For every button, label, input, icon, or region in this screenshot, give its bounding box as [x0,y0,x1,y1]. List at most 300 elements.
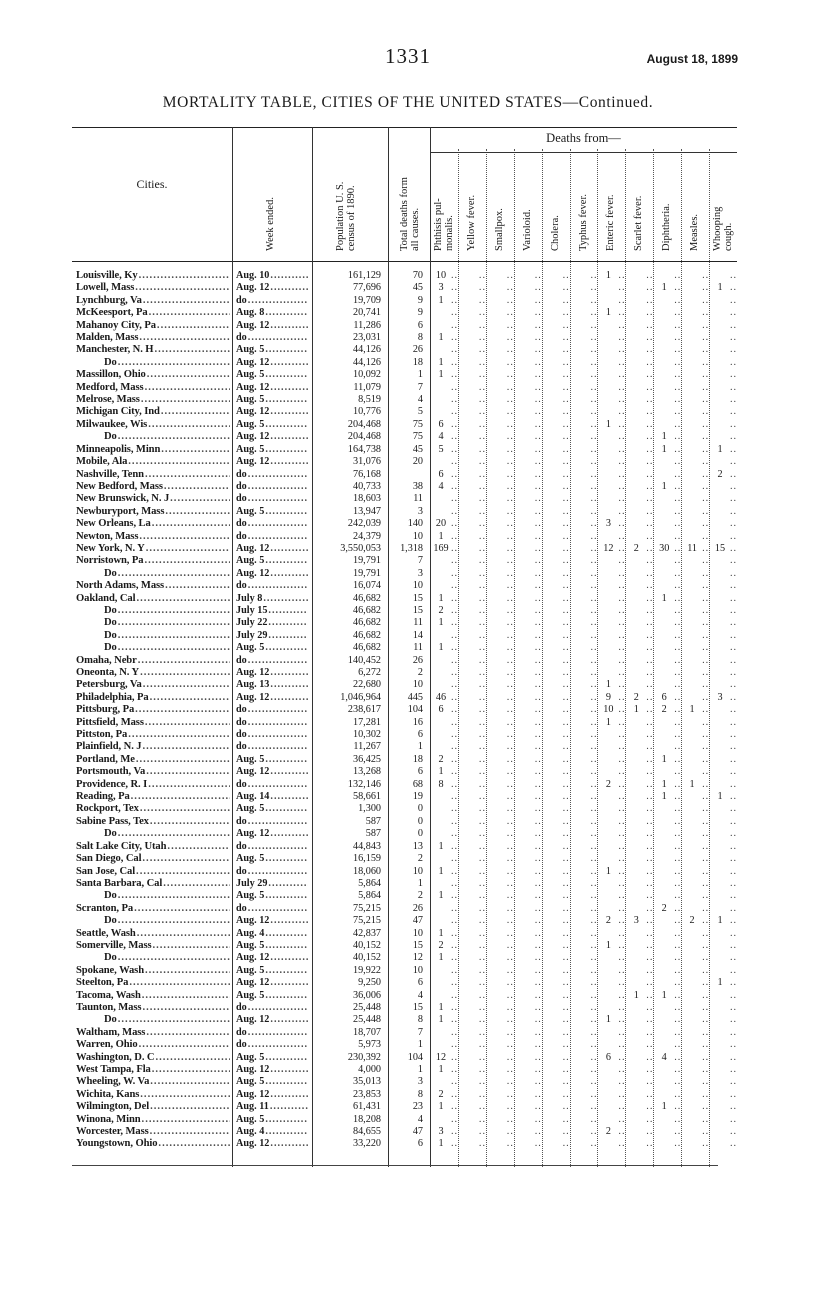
diphtheria-cell [655,605,681,617]
phthisis-cell [432,940,458,952]
city-cell [76,270,230,282]
phthisis-cell [432,741,458,753]
diphtheria-cell-text: 1 [661,480,667,492]
total-deaths-cell-text: 3 [417,505,423,517]
phthisis-cell [432,431,458,443]
week-cell-text: Aug. 12 [236,406,270,418]
diphtheria-cell-text: 1 [661,431,667,443]
total-deaths-cell-text: 3 [417,1076,423,1088]
yellow-fever-cell [460,1076,486,1088]
table-row [72,1101,737,1113]
week-cell [236,580,308,592]
city-cell [76,1002,230,1014]
total-deaths-cell [387,270,423,282]
phthisis-cell [432,357,458,369]
diphtheria-cell [655,915,681,927]
phthisis-cell-text: 1 [438,332,444,344]
city-cell-text: Do [104,1014,117,1026]
table-row [72,928,737,940]
phthisis-cell [432,456,458,468]
varioloid-cell [516,382,542,394]
table-row [72,655,737,667]
table-row [72,1126,737,1138]
phthisis-cell-text: 1 [438,1138,444,1150]
whooping-cough-cell [711,803,737,815]
enteric-fever-cell [599,406,625,418]
city-cell-text: Do [104,617,117,629]
city-cell-text: Do [104,828,117,840]
measles-cell [683,903,709,915]
population-cell [316,617,381,629]
diphtheria-cell [655,394,681,406]
table-row [72,630,737,642]
week-cell-text: do [236,902,247,914]
table-row [72,977,737,989]
yellow-fever-cell [460,568,486,580]
measles-cell [683,295,709,307]
enteric-fever-cell-text: 12 [603,542,614,554]
yellow-fever-cell [460,419,486,431]
whooping-cough-cell [711,816,737,828]
phthisis-cell [432,1076,458,1088]
week-cell [236,940,308,952]
scarlet-fever-cell-text: 2 [633,691,639,703]
city-cell [76,779,230,791]
week-cell-text: Aug. 5 [236,890,265,902]
total-deaths-cell [387,1126,423,1138]
week-cell [236,915,308,927]
diphtheria-cell [655,406,681,418]
enteric-fever-cell-text: 1 [605,418,611,430]
diphtheria-cell [655,1138,681,1150]
scarlet-fever-cell [627,481,653,493]
smallpox-cell [488,990,514,1002]
measles-cell [683,791,709,803]
total-deaths-cell-text: 4 [417,394,423,406]
varioloid-cell [516,456,542,468]
population-cell-text: 18,707 [352,1026,381,1038]
diphtheria-cell [655,332,681,344]
diphtheria-cell [655,679,681,691]
measles-cell [683,369,709,381]
measles-cell [683,506,709,518]
cholera-cell [544,332,570,344]
total-deaths-cell-text: 445 [407,691,423,703]
week-cell-text: do [236,468,247,480]
week-cell-text: Aug. 5 [236,1113,265,1125]
phthisis-cell [432,481,458,493]
varioloid-cell [516,642,542,654]
population-cell-text: 17,281 [352,716,381,728]
measles-cell [683,866,709,878]
city-cell [76,580,230,592]
total-deaths-cell [387,766,423,778]
enteric-fever-cell [599,605,625,617]
week-cell [236,853,308,865]
week-cell-text: Aug. 5 [236,369,265,381]
phthisis-cell [432,952,458,964]
whooping-cough-cell [711,1039,737,1051]
yellow-fever-cell [460,382,486,394]
typhus-fever-cell [572,1064,598,1076]
total-deaths-cell-text: 140 [407,518,423,530]
population-cell-text: 22,680 [352,679,381,691]
diphtheria-cell [655,828,681,840]
yellow-fever-cell [460,791,486,803]
measles-cell [683,518,709,530]
phthisis-cell-text: 5 [438,443,444,455]
total-deaths-cell-text: 2 [417,890,423,902]
scarlet-fever-cell [627,369,653,381]
yellow-fever-cell [460,344,486,356]
enteric-fever-cell [599,692,625,704]
cholera-cell [544,741,570,753]
typhus-fever-cell [572,270,598,282]
population-cell [316,1076,381,1088]
population-cell-text: 23,853 [352,1088,381,1100]
week-cell-text: Aug. 12 [236,828,270,840]
whooping-cough-cell [711,878,737,890]
total-deaths-cell [387,791,423,803]
yellow-fever-cell [460,307,486,319]
total-deaths-cell [387,915,423,927]
city-cell-text: Youngstown, Ohio [76,1138,158,1150]
city-cell [76,1101,230,1113]
week-cell [236,754,308,766]
phthisis-cell-text: 1 [438,592,444,604]
table-row [72,717,737,729]
enteric-fever-header: Enteric fever. [605,194,617,251]
yellow-fever-cell [460,1089,486,1101]
scarlet-fever-cell [627,803,653,815]
week-cell-text: Aug. 12 [236,691,270,703]
total-deaths-cell [387,605,423,617]
cholera-cell [544,568,570,580]
diphtheria-cell-text: 30 [659,542,670,554]
yellow-fever-cell [460,369,486,381]
typhus-fever-cell [572,456,598,468]
total-deaths-cell [387,419,423,431]
smallpox-cell [488,655,514,667]
typhus-fever-cell [572,444,598,456]
whooping-cough-cell [711,630,737,642]
yellow-fever-cell [460,679,486,691]
diphtheria-cell [655,816,681,828]
varioloid-cell [516,270,542,282]
measles-cell [683,667,709,679]
measles-cell [683,382,709,394]
enteric-fever-cell [599,1052,625,1064]
cholera-cell [544,406,570,418]
scarlet-fever-cell [627,890,653,902]
total-deaths-cell-text: 1 [417,1064,423,1075]
scarlet-fever-cell [627,1114,653,1126]
phthisis-cell [432,568,458,580]
cholera-cell [544,456,570,468]
week-cell-text: do [236,580,247,592]
enteric-fever-cell-text: 3 [605,518,611,530]
table-row [72,679,737,691]
city-cell-text: New Bedford, Mass [76,480,163,492]
scarlet-fever-cell [627,630,653,642]
phthisis-cell-text: 1 [438,952,444,964]
typhus-fever-cell [572,555,598,567]
whooping-cough-cell [711,332,737,344]
total-deaths-cell [387,481,423,493]
typhus-fever-cell [572,431,598,443]
city-cell-text: Omaha, Nebr [76,654,137,666]
diphtheria-cell [655,1039,681,1051]
population-cell [316,692,381,704]
varioloid-cell [516,469,542,481]
city-cell-text: Taunton, Mass [76,1001,142,1013]
week-cell [236,1114,308,1126]
diphtheria-cell [655,1101,681,1113]
total-deaths-cell [387,741,423,753]
week-cell [236,1089,308,1101]
whooping-cough-cell [711,1076,737,1088]
population-cell-text: 161,129 [347,270,381,281]
diphtheria-cell [655,555,681,567]
table-row [72,568,737,580]
population-cell [316,307,381,319]
total-deaths-cell-text: 4 [417,989,423,1001]
population-cell [316,766,381,778]
yellow-fever-cell [460,1039,486,1051]
week-cell [236,518,308,530]
varioloid-cell [516,1126,542,1138]
total-deaths-cell [387,754,423,766]
week-cell [236,555,308,567]
diphtheria-cell-text: 1 [661,791,667,803]
cholera-cell [544,617,570,629]
yellow-fever-cell [460,580,486,592]
week-cell-text: July 29 [236,877,268,889]
city-cell [76,1064,230,1076]
population-cell [316,717,381,729]
week-cell [236,481,308,493]
population-cell-text: 9,250 [358,977,381,989]
city-cell [76,481,230,493]
week-cell [236,493,308,505]
phthisis-cell [432,295,458,307]
week-cell [236,866,308,878]
whooping-cough-cell [711,977,737,989]
population-cell-text: 8,519 [358,394,381,406]
diphtheria-cell [655,928,681,940]
phthisis-cell [432,1064,458,1076]
city-cell [76,853,230,865]
enteric-fever-cell [599,779,625,791]
total-deaths-cell-text: 7 [417,555,423,567]
varioloid-cell [516,692,542,704]
typhus-fever-cell [572,952,598,964]
phthisis-cell [432,717,458,729]
enteric-fever-cell-text: 1 [605,270,611,281]
smallpox-cell [488,853,514,865]
total-deaths-cell [387,655,423,667]
population-cell-text: 18,060 [352,865,381,877]
measles-cell [683,630,709,642]
varioloid-cell [516,1114,542,1126]
scarlet-fever-cell [627,965,653,977]
population-cell-text: 75,215 [352,902,381,914]
scarlet-fever-cell [627,952,653,964]
population-cell [316,1027,381,1039]
smallpox-cell [488,481,514,493]
yellow-fever-cell [460,779,486,791]
phthisis-cell [432,630,458,642]
population-cell [316,1101,381,1113]
enteric-fever-cell [599,1027,625,1039]
scarlet-fever-cell [627,878,653,890]
enteric-fever-cell [599,580,625,592]
week-cell [236,568,308,580]
yellow-fever-cell [460,692,486,704]
week-cell-text: Aug. 12 [236,766,270,778]
week-cell [236,779,308,791]
phthisis-cell-text: 169 [433,542,449,554]
population-cell [316,853,381,865]
enteric-fever-cell-text: 1 [605,865,611,877]
total-deaths-cell [387,593,423,605]
phthisis-cell [432,828,458,840]
population-cell [316,667,381,679]
city-cell [76,816,230,828]
cholera-cell [544,977,570,989]
week-cell-text: do [236,741,247,753]
scarlet-fever-cell [627,667,653,679]
phthisis-cell-text: 1 [438,356,444,368]
phthisis-cell-text: 1 [438,642,444,654]
table-row [72,1002,737,1014]
city-cell-text: Winona, Minn [76,1113,141,1125]
cholera-cell [544,481,570,493]
city-cell-text: Oneonta, N. Y [76,667,140,678]
yellow-fever-cell [460,928,486,940]
total-deaths-cell [387,568,423,580]
total-deaths-cell [387,878,423,890]
total-deaths-header: Total deaths form all causes. [399,177,421,251]
measles-cell [683,816,709,828]
phthisis-cell [432,555,458,567]
enteric-fever-cell [599,531,625,543]
week-cell-text: do [236,865,247,877]
whooping-cough-cell-text: 1 [717,791,723,803]
cholera-cell [544,518,570,530]
enteric-fever-cell [599,493,625,505]
phthisis-cell-text: 2 [438,1088,444,1100]
scarlet-fever-cell [627,493,653,505]
enteric-fever-cell [599,469,625,481]
enteric-fever-cell-text: 1 [605,679,611,691]
table-row [72,816,737,828]
enteric-fever-cell [599,270,625,282]
scarlet-fever-cell [627,1039,653,1051]
week-cell [236,1014,308,1026]
city-cell-text: Salt Lake City, Utah [76,840,167,852]
whooping-cough-cell-text: 15 [714,542,726,554]
yellow-fever-cell [460,890,486,902]
diphtheria-cell-text: 1 [661,443,667,455]
phthisis-cell-text: 1 [438,890,444,902]
measles-cell [683,679,709,691]
total-deaths-cell-text: 10 [412,679,423,691]
scarlet-fever-cell [627,605,653,617]
whooping-cough-cell [711,282,737,294]
whooping-cough-cell [711,667,737,679]
city-cell-text: Louisville, Ky [76,270,138,281]
diphtheria-cell [655,320,681,332]
varioloid-cell [516,431,542,443]
week-cell-text: Aug. 5 [236,344,265,356]
week-cell-text: Aug. 8 [236,307,265,319]
week-cell [236,543,308,555]
enteric-fever-cell [599,952,625,964]
diphtheria-cell [655,307,681,319]
week-cell [236,704,308,716]
typhus-fever-cell [572,679,598,691]
diphtheria-cell [655,729,681,741]
population-cell [316,295,381,307]
week-cell [236,952,308,964]
whooping-cough-cell [711,828,737,840]
total-deaths-cell [387,444,423,456]
whooping-cough-cell [711,1014,737,1026]
smallpox-cell [488,692,514,704]
yellow-fever-cell [460,481,486,493]
total-deaths-cell [387,1064,423,1076]
smallpox-cell [488,841,514,853]
diphtheria-cell [655,692,681,704]
population-cell [316,493,381,505]
varioloid-cell [516,543,542,555]
measles-cell [683,469,709,481]
city-cell-text: Do [104,567,117,579]
smallpox-cell [488,543,514,555]
week-cell-text: Aug. 12 [236,381,270,393]
table-top-rule [72,127,737,128]
varioloid-cell [516,320,542,332]
total-deaths-cell-text: 45 [412,443,423,455]
enteric-fever-cell [599,828,625,840]
city-cell [76,754,230,766]
city-cell-text: Lowell, Mass [76,282,135,294]
cholera-cell [544,555,570,567]
varioloid-cell [516,940,542,952]
phthisis-cell-text: 20 [435,518,447,530]
whooping-cough-cell-text: 1 [717,282,723,294]
phthisis-cell-text: 8 [438,778,444,790]
enteric-fever-cell [599,754,625,766]
diphtheria-cell [655,754,681,766]
city-cell [76,915,230,927]
city-cell [76,667,230,679]
phthisis-cell [432,543,458,555]
week-cell [236,816,308,828]
cholera-cell [544,282,570,294]
population-cell [316,828,381,840]
enteric-fever-cell [599,655,625,667]
phthisis-cell [432,853,458,865]
total-deaths-cell-text: 15 [412,592,423,604]
whooping-cough-cell [711,1138,737,1150]
whooping-cough-cell [711,431,737,443]
scarlet-fever-cell [627,866,653,878]
population-cell [316,754,381,766]
scarlet-fever-cell [627,617,653,629]
enteric-fever-cell [599,642,625,654]
